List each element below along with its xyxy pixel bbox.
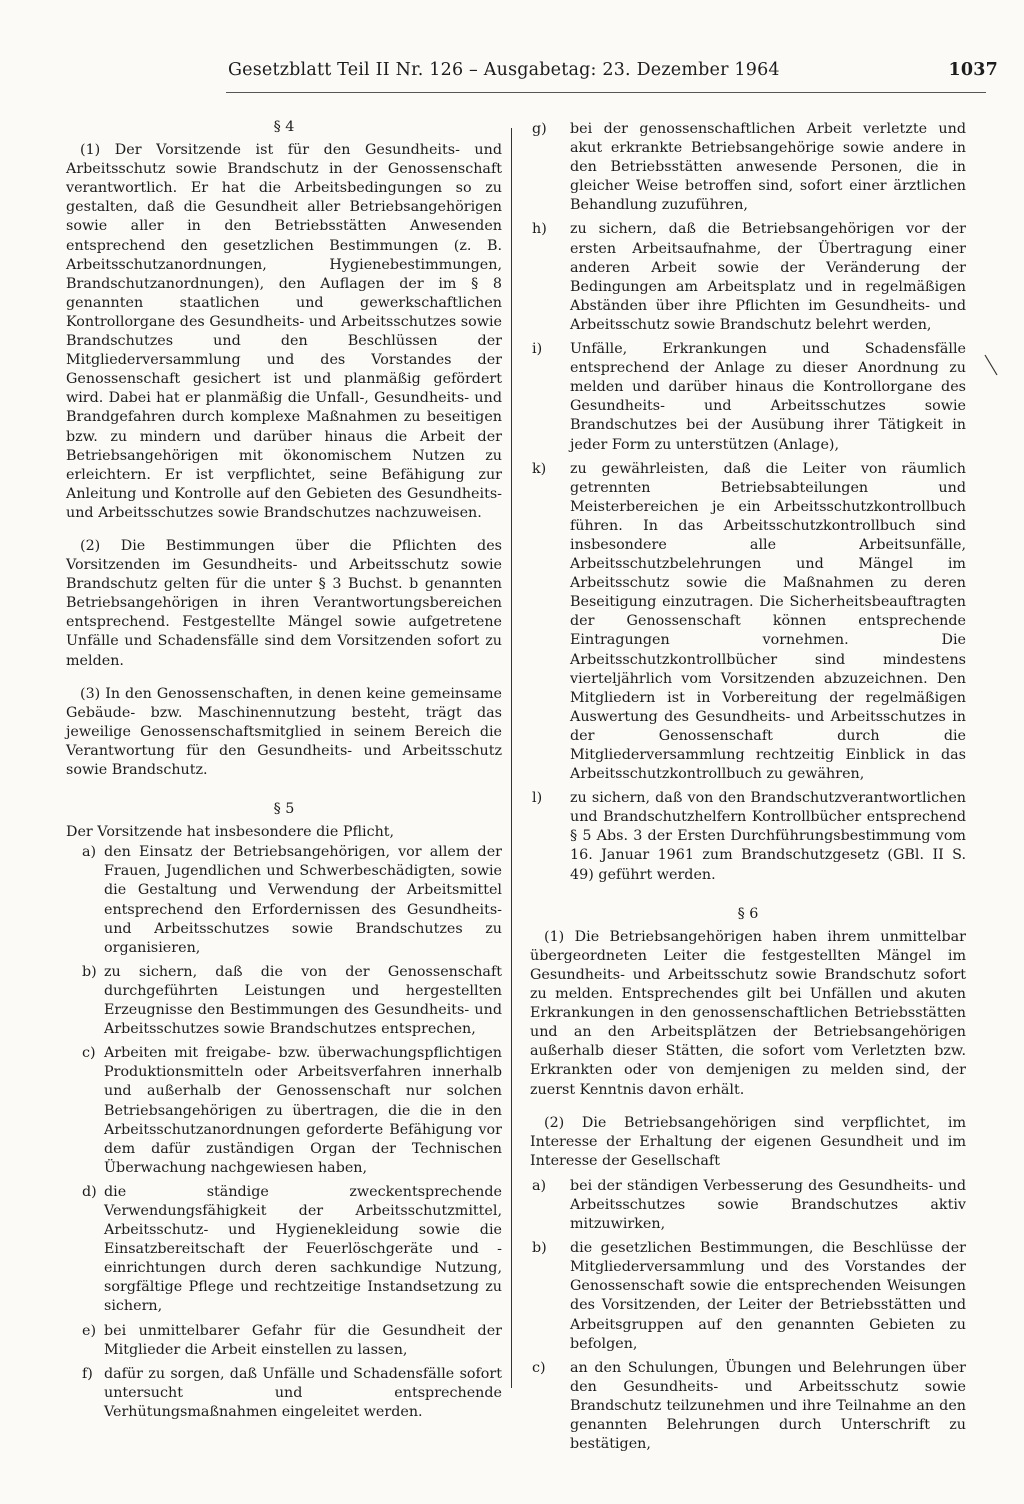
intro-text: Der Vorsitzende hat insbesondere die Pflicht, bbox=[66, 824, 395, 841]
paragraph: (3) In den Genossenschaften, in denen keine gemeinsame Gebäude- bzw. Maschinennutzung besteht, trägt das jeweilige Genossenschaftsmitglied in seinem Bereich die Verantwortung für den Gesundheits- und Arbeitsschutz sowie Brandschutz. bbox=[66, 685, 502, 778]
header-rule bbox=[226, 92, 986, 93]
item-text: zu sichern, daß die Betriebsangehörigen vor der ersten Arbeitsaufnahme, der Übertragung einer anderen Arbeit sowie der Veränderung der Bedingungen am Arbeitsplatz und in regelmäßigen Abständen über ihre Pflichten im Gesundheits- und Arbeitsschutz sowie Brandschutz belehrt werden, bbox=[570, 221, 966, 333]
item-text: dafür zu sorgen, daß Unfälle und Schadensfälle sofort untersucht und entsprechende Verhütungsmaßnahmen eingeleitet werden. bbox=[104, 1365, 502, 1420]
item-text: Unfälle, Erkrankungen und Schadensfälle entsprechend der Anlage zu dieser Anordnung zu melden und darüber hinaus die Kontrollorgane des Gesundheits- und Arbeitsschutzes sowie Brandschutzes bei der Ausübung ihrer Tätigkeit in jeder Form zu unterstützen (Anlage), bbox=[570, 341, 966, 453]
item-text: die ständige zweckentsprechende Verwendungsfähigkeit der Arbeitsschutzmittel, Arbeitsschutz- und Hygienekleidung sowie die Einsatzbereitschaft der Feuerlöschgeräte und -einrichtungen durch deren sachkundige Nutzung, sorgfältige Pflege und rechtzeitige Instandsetzung zu sichern, bbox=[104, 1183, 502, 1315]
list-item bbox=[530, 1239, 966, 1354]
left-column bbox=[66, 118, 502, 1427]
item-text: bei unmittelbarer Gefahr für die Gesundheit der Mitglieder die Arbeit einstellen zu lassen, bbox=[104, 1322, 502, 1358]
list-item bbox=[66, 1183, 502, 1317]
item-text: an den Schulungen, Übungen und Belehrungen über den Gesundheits- und Arbeitsschutz sowie Brandschutz teilzunehmen und ihre Teilnahme an den genannten Belehrungen durch Unterschrift zu bestätigen, bbox=[570, 1359, 966, 1453]
item-text: Arbeiten mit freigabe- bzw. überwachungspflichtigen Produktionsmitteln oder Arbeitsverfahren innerhalb und außerhalb der Genossenschaft nur solchen Betriebsangehörigen zu übertragen, die die in den Arbeitsschutzanordnungen geforderte Befähigung vor dem dafür zuständigen Organ der Technischen Überwachung nachgewiesen haben, bbox=[104, 1045, 502, 1176]
list-item bbox=[66, 1044, 502, 1178]
item-label: k) bbox=[532, 460, 547, 477]
list-item bbox=[530, 220, 966, 335]
item-text: bei der ständigen Verbesserung des Gesundheits- und Arbeitsschutzes sowie Brandschutzes aktiv mitzuwirken, bbox=[570, 1177, 966, 1233]
list-item bbox=[530, 1359, 966, 1454]
item-label: b) bbox=[82, 963, 97, 980]
item-text: zu sichern, daß die von der Genossenschaft durchgeführten Leistungen und hergestellten Erzeugnisse den Bestimmungen des Gesundheits- und Arbeitsschutzes sowie Brandschutzes entsprechen, bbox=[104, 963, 502, 1038]
item-text: bei der genossenschaftlichen Arbeit verletzte und akut erkrankte Betriebsangehörige sowie andere in den Betriebsstätten anwesende Personen, die in gleicher Weise betroffen sind, sofort einer ärztlichen Behandlung zuzuführen, bbox=[570, 121, 966, 214]
item-text: zu sichern, daß von den Brandschutzverantwortlichen und Brandschutzhelfern Kontrollbücher entsprechend § 5 Abs. 3 der Ersten Durchführungsbestimmung vom 16. Januar 1961 zum Brandschutzgesetz (GBl. II S. 49) geführt werden. bbox=[570, 790, 966, 883]
page-header bbox=[228, 60, 998, 84]
right-column bbox=[530, 120, 966, 1459]
section-heading-6: § 6 bbox=[737, 905, 759, 922]
list-item bbox=[530, 340, 966, 455]
item-label: f) bbox=[82, 1365, 93, 1382]
item-label: d) bbox=[82, 1183, 97, 1200]
item-text: den Einsatz der Betriebsangehörigen, vor allem der Frauen, Jugendlichen und Schwerbeschädigten, sowie die Gestaltung und Verwendung der Arbeitsmittel entsprechend den Erfordernissen des Gesundheits- und Arbeitsschutzes sowie Brandschutzes zu organisieren, bbox=[104, 844, 502, 956]
item-text: zu gewährleisten, daß die Leiter von räumlich getrennten Betriebsabteilungen und Meisterbereichen je ein Arbeitsschutzkontrollbuch führen. In das Arbeitsschutzkontrollbuch sind insbesondere alle Arbeitsunfälle, Arbeitsschutzbelehrungen und Mängel im Arbeitsschutz sowie die Maßnahmen zu deren Beseitigung einzutragen. Die Sicherheitsbeauftragten der Genossenschaft können entsprechende Eintragungen vornehmen. Die Arbeitsschutzkontrollbücher sind mindestens vierteljährlich vom Vorsitzenden abzuzeichnen. Den Mitgliedern ist in Vorbereitung der regelmäßigen Auswertung des Gesundheits- und Arbeitsschutzes in der Genossenschaft durch die Mitgliederversammlung rechtzeitig Einblick in das Arbeitsschutzkontrollbuch zu gewähren, bbox=[570, 460, 966, 783]
paragraph: (2) Die Bestimmungen über die Pflichten des Vorsitzenden im Gesundheits- und Arbeitsschutz sowie Brandschutz gelten für die unter § 3 Buchst. b genannten Betriebsangehörigen in ihren Verantwortungsbereichen entsprechend. Festgestellte Mängel sowie aufgetretene Unfälle und Schadensfälle sind dem Vorsitzenden sofort zu melden. bbox=[66, 537, 502, 669]
gazette-title: Gesetzblatt Teil II Nr. 126 – Ausgabetag: 23. Dezember 1964 bbox=[228, 60, 780, 80]
item-label: b) bbox=[532, 1240, 547, 1257]
item-label: e) bbox=[82, 1322, 97, 1339]
item-label: c) bbox=[82, 1045, 96, 1062]
item-label: i) bbox=[532, 341, 543, 358]
item-label: a) bbox=[532, 1177, 547, 1194]
list-item bbox=[530, 789, 966, 884]
list-item bbox=[66, 1365, 502, 1422]
paragraph: (1) Der Vorsitzende ist für den Gesundheits- und Arbeitsschutz sowie Brandschutz in der Genossenschaft verantwortlich. Er hat die Arbeitsbedingungen so zu gestalten, daß die Gesundheit aller Betriebsangehörigen sowie aller in den Betriebsstätten Anwesenden entsprechend den gesetzlichen Bestimmungen (z. B. Arbeitsschutzanordnungen, Hygienebestimmungen, Brandschutzanordnungen), den Auflagen der im § 8 genannten staatlichen und gewerkschaftlichen Kontrollorgane des Gesundheits- und Arbeitsschutzes sowie Brandschutzes und den Beschlüssen der Mitgliederversammlung und des Vorstandes der Genossenschaft gesichert ist und planmäßig gefördert wird. Dabei hat er planmäßig die Unfall-, Gesundheits- und Brandgefahren durch komplexe Maßnahmen zu beseitigen bzw. zu mindern und darüber hinaus die Arbeit der Betriebsangehörigen mit ökonomischem Nutzen zu erleichtern. Er ist verpflichtet, seine Befähigung zur Anleitung und Kontrolle auf den Gebieten des Gesundheits- und Arbeitsschutzes sowie Brandschutzes nachzuweisen. bbox=[66, 142, 502, 521]
item-label: c) bbox=[532, 1359, 546, 1376]
list-item bbox=[66, 1322, 502, 1360]
page-number: 1037 bbox=[948, 60, 998, 80]
paragraph: (1) Die Betriebsangehörigen haben ihrem unmittelbar übergeordneten Leiter die festgestellten Mängel im Gesundheits- und Arbeitsschutz sowie Brandschutz sofort zu melden. Entsprechendes gilt bei Unfällen und akuten Erkrankungen in den genossenschaftlichen Betriebsstätten und an den Arbeitsplätzen der Betriebsangehörigen außerhalb dieser Stätten, die sofort vom Verletzten bzw. Erkrankten oder von demjenigen zu melden sind, der zuerst Kenntnis davon erhält. bbox=[530, 928, 966, 1098]
item-text: die gesetzlichen Bestimmungen, die Beschlüsse der Mitgliederversammlung und des Vorstandes der Genossenschaft sowie die entsprechenden Weisungen des Vorsitzenden, der Leiter der Betriebsstätten und Arbeitsgruppen auf den genannten Gebieten zu befolgen, bbox=[570, 1240, 966, 1352]
list-item bbox=[530, 120, 966, 215]
list-item bbox=[66, 963, 502, 1039]
item-label: h) bbox=[532, 221, 547, 238]
list-item bbox=[530, 460, 966, 785]
section-heading-4: § 4 bbox=[273, 119, 295, 135]
item-label: l) bbox=[532, 790, 543, 807]
section-heading-5: § 5 bbox=[273, 801, 295, 818]
item-label: g) bbox=[532, 121, 547, 137]
item-label: a) bbox=[82, 844, 97, 861]
margin-mark bbox=[984, 354, 998, 376]
column-divider bbox=[511, 128, 512, 1388]
list-item bbox=[66, 843, 502, 958]
paragraph: (2) Die Betriebsangehörigen sind verpflichtet, im Interesse der Erhaltung der eigenen Gesundheit und im Interesse der Gesellschaft bbox=[530, 1114, 966, 1169]
list-item bbox=[530, 1177, 966, 1234]
